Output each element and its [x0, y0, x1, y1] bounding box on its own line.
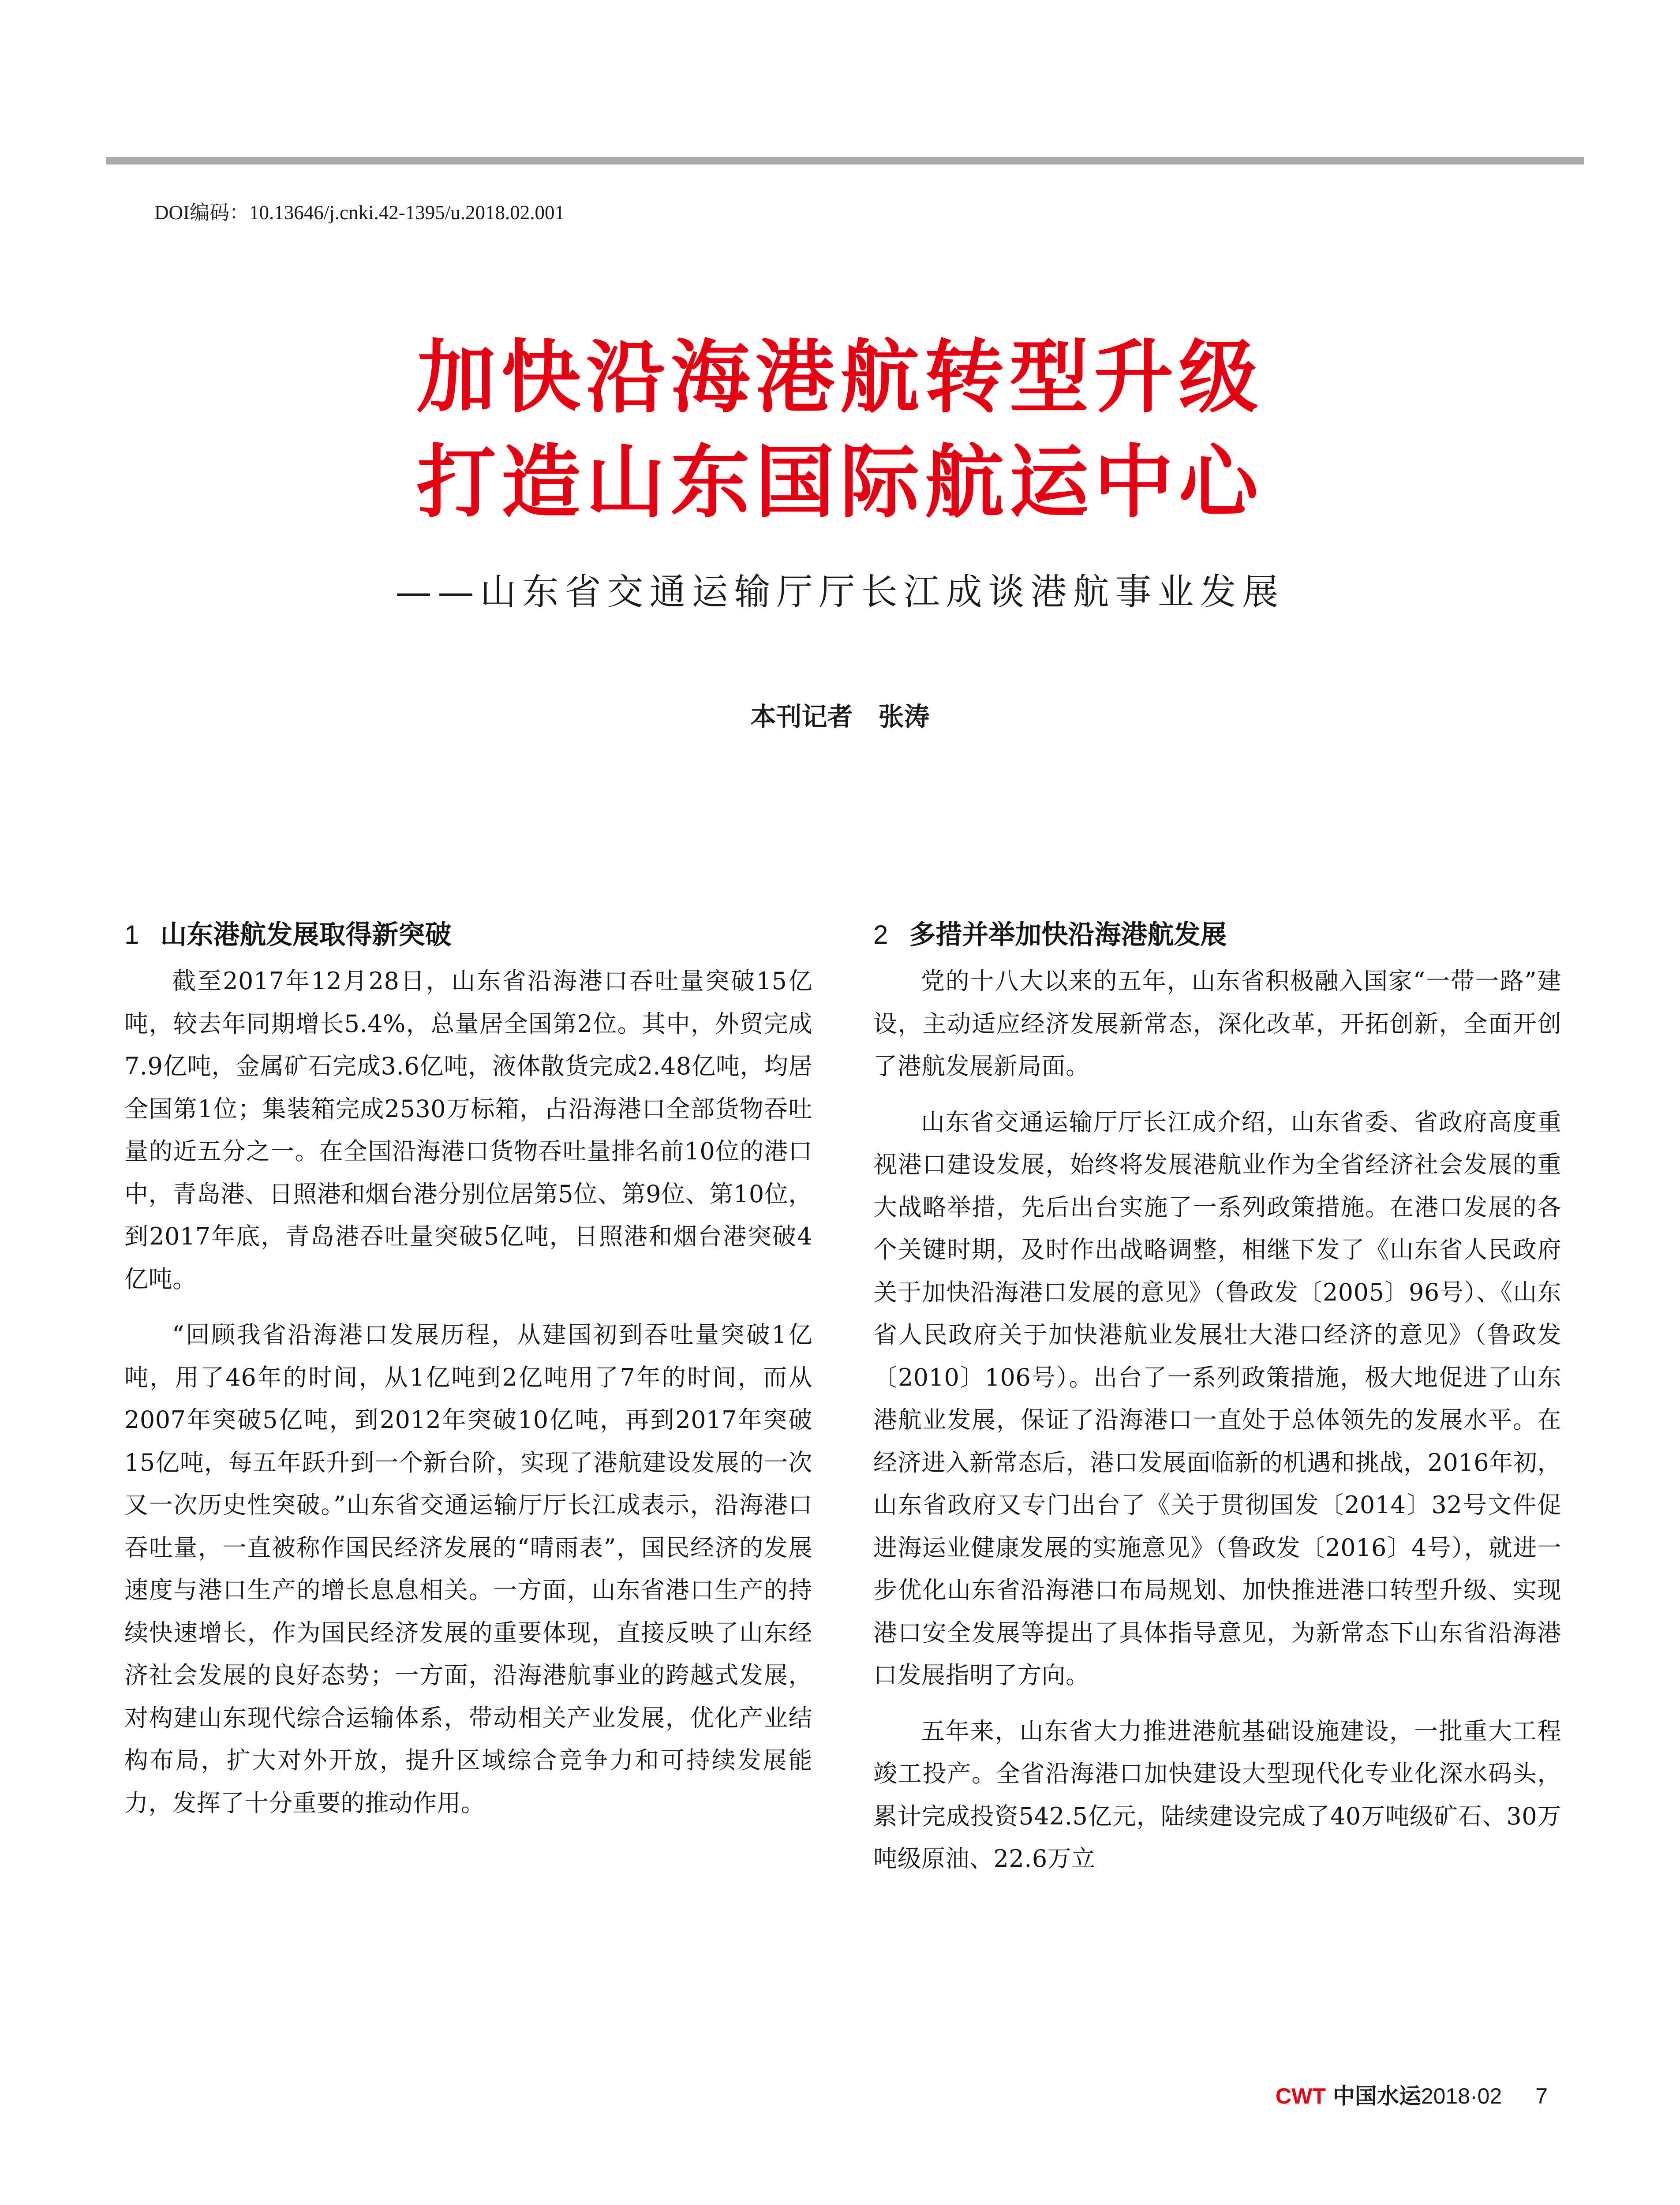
paragraph: 山东省交通运输厅厅长江成介绍，山东省委、省政府高度重视港口建设发展，始终将发展港航业作为全省经济社会发展的重大战略举措，先后出台实施了一系列政策措施。在港口发展的各个关键时期，及时作出战略调整，相继下发了《山东省人民政府关于加快沿海港口发展的意见》（鲁政发〔2005〕96号）、《山东省人民政府关于加快港航业发展壮大港口经济的意见》（鲁政发〔2010〕106号）。出台了一系列政策措施，极大地促进了山东港航业发展，保证了沿海港口一直处于总体领先的发展水平。在经济进入新常态后，港口发展面临新的机遇和挑战，2016年初，山东省政府又专门出台了《关于贯彻国发〔2014〕32号文件促进海运业健康发展的实施意见》（鲁政发〔2016〕4号），就进一步优化山东省沿海港口布局规划、加快推进港口转型升级、实现港口安全发展等提出了具体指导意见，为新常态下山东省沿海港口发展指明了方向。	[873, 1108, 1561, 1689]
section-title: 多措并举加快沿海港航发展	[909, 919, 1227, 950]
doi-code: DOI编码：10.13646/j.cnki.42-1395/u.2018.02.001	[154, 202, 565, 224]
page-number: 7	[1535, 2084, 1548, 2108]
byline: 本刊记者 张涛	[750, 702, 930, 732]
paragraph: 党的十八大以来的五年，山东省积极融入国家“一带一路”建设，主动适应经济发展新常态，深化改革，开拓创新，全面开创了港航发展新局面。	[873, 967, 1561, 1080]
journal-logo: CWT	[1276, 2084, 1326, 2108]
page-footer	[1276, 2081, 1548, 2112]
paragraph: 五年来，山东省大力推进港航基础设施建设，一批重大工程竣工投产。全省沿海港口加快建设大型现代化专业化深水码头，累计完成投资542.5亿元，陆续建设完成了40万吨级矿石、30万吨级原油、22.6万立	[873, 1717, 1561, 1872]
journal-name: 中国水运	[1332, 2083, 1421, 2109]
paragraph: “回顾我省沿海港口发展历程，从建国初到吞吐量突破1亿吨，用了46年的时间，从1亿吨到2亿吨用了7年的时间，而从2007年突破5亿吨，到2012年突破10亿吨，再到2017年突破15亿吨，每五年跃升到一个新台阶，实现了港航建设发展的一次又一次历史性突破。”山东省交通运输厅厅长江成表示，沿海港口吞吐量，一直被称作国民经济发展的“晴雨表”，国民经济的发展速度与港口生产的增长息息相关。一方面，山东省港口生产的持续快速增长，作为国民经济发展的重要体现，直接反映了山东经济社会发展的良好态势；一方面，沿海港航事业的跨越式发展，对构建山东现代综合运输体系，带动相关产业发展，优化产业结构布局，扩大对外开放，提升区域综合竞争力和可持续发展能力，发挥了十分重要的推动作用。	[124, 1321, 812, 1817]
header-rule	[106, 157, 1584, 164]
paragraph: 截至2017年12月28日，山东省沿海港口吞吐量突破15亿吨，较去年同期增长5.4%，总量居全国第2位。其中，外贸完成7.9亿吨，金属矿石完成3.6亿吨，液体散货完成2.48亿吨，均居全国第1位；集装箱完成2530万标箱，占沿海港口全部货物吞吐量的近五分之一。在全国沿海港口货物吞吐量排名前10位的港口中，青岛港、日照港和烟台港分别位居第5位、第9位、第10位，到2017年底，青岛港吞吐量突破5亿吨，日照港和烟台港突破4亿吨。	[124, 967, 812, 1293]
article-title-line-2: 打造山东国际航运中心	[416, 437, 1264, 529]
column-left	[124, 909, 812, 1824]
column-right	[873, 909, 1561, 1880]
article-subtitle: ——山东省交通运输厅厅长江成谈港航事业发展	[395, 571, 1285, 613]
section-number: 1	[124, 920, 139, 949]
section-heading	[124, 909, 812, 960]
article-title-line-1: 加快沿海港航转型升级	[416, 332, 1264, 424]
section-heading	[873, 909, 1561, 960]
issue-number: 2018·02	[1421, 2084, 1502, 2108]
section-title: 山东港航发展取得新突破	[160, 919, 452, 950]
section-number: 2	[873, 920, 888, 949]
